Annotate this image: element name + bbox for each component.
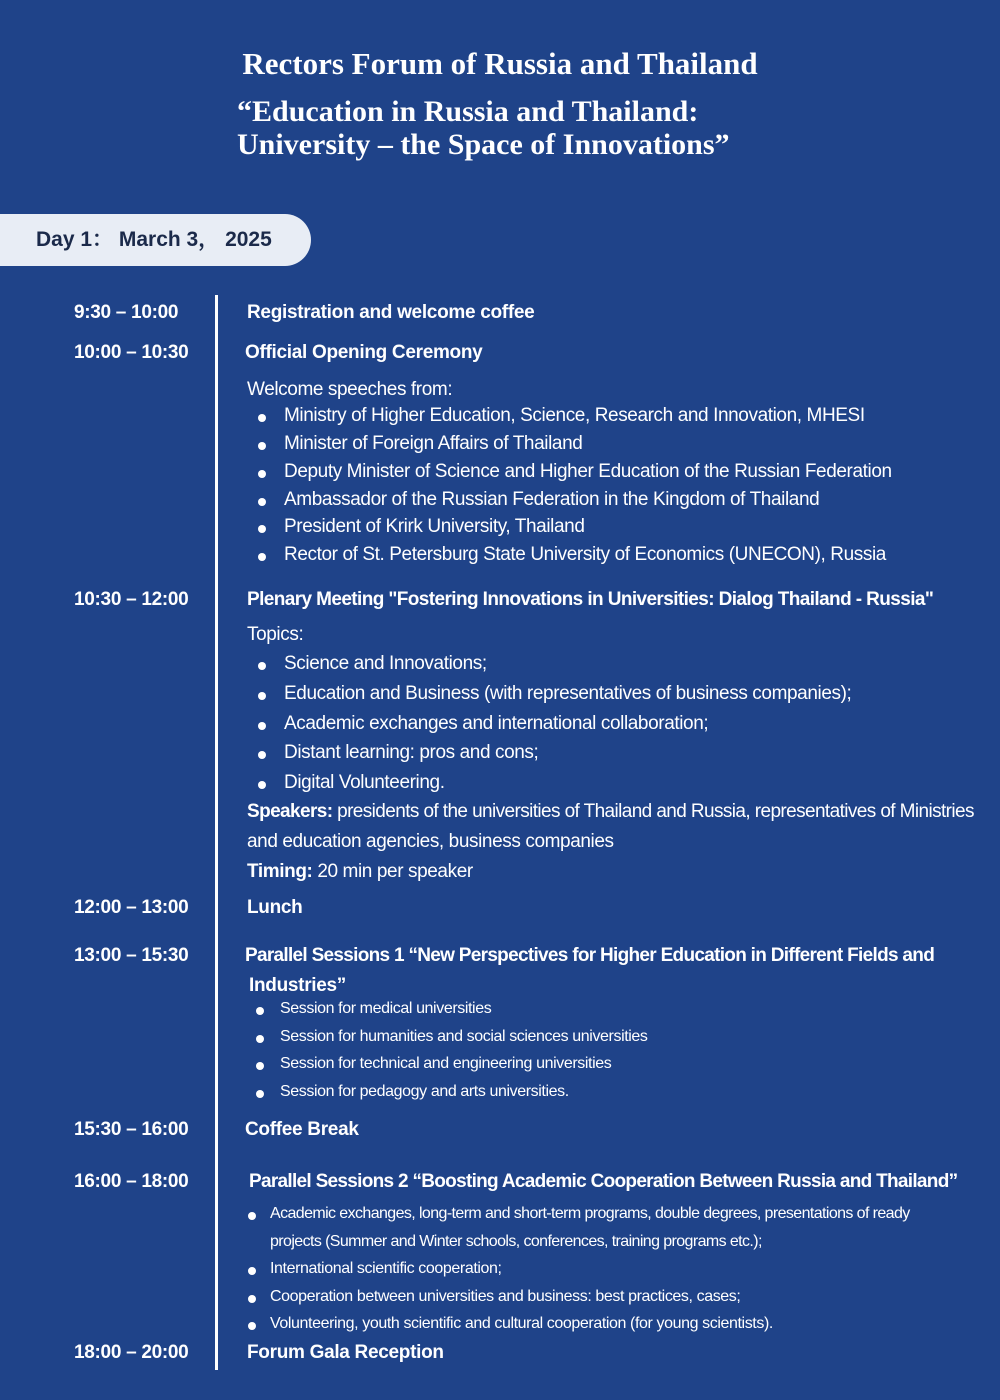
list-item: Education and Business (with representatives of business companies);	[284, 683, 851, 705]
list-item: Academic exchanges, long-term and short-term programs, double degrees, presentations of ready	[270, 1205, 910, 1223]
day-badge: Day 1： March 3， 2025	[0, 214, 311, 266]
list-item: Ambassador of the Russian Federation in the Kingdom of Thailand	[284, 489, 819, 511]
list-item: Deputy Minister of Science and Higher Education of the Russian Federation	[284, 461, 892, 483]
bullet-icon	[258, 442, 266, 450]
bullet-icon	[258, 662, 266, 670]
event-title-8: Forum Gala Reception	[247, 1342, 444, 1363]
list-item: Volunteering, youth scientific and cultural cooperation (for young scientists).	[270, 1315, 773, 1333]
event-title-7: Parallel Sessions 2 “Boosting Academic Cooperation Between Russia and Thailand”	[249, 1171, 958, 1192]
bullet-icon	[258, 751, 266, 759]
bullet-icon	[258, 553, 266, 561]
event-title-6: Coffee Break	[245, 1119, 359, 1140]
time-slot-6: 15:30 – 16:00	[74, 1119, 189, 1140]
list-item: President of Krirk University, Thailand	[284, 516, 585, 538]
list-item: International scientific cooperation;	[270, 1260, 502, 1278]
bullet-icon	[258, 525, 266, 533]
speakers-line-1: Speakers: presidents of the universities of Thailand and Russia, representatives of Ministries	[247, 801, 974, 822]
list-item: Ministry of Higher Education, Science, Research and Innovation, MHESI	[284, 405, 865, 427]
bullet-icon	[256, 1090, 264, 1098]
bullet-icon	[248, 1295, 256, 1303]
list-item: Rector of St. Petersburg State University of Economics (UNECON), Russia	[284, 544, 886, 566]
bullet-icon	[248, 1322, 256, 1330]
bullet-icon	[256, 1062, 264, 1070]
event-title-3: Plenary Meeting "Fostering Innovations in Universities: Dialog Thailand - Russia"	[247, 589, 934, 610]
time-slot-2: 10:00 – 10:30	[74, 342, 189, 363]
forum-title: Rectors Forum of Russia and Thailand	[242, 46, 758, 81]
list-item: Science and Innovations;	[284, 653, 487, 675]
time-slot-3: 10:30 – 12:00	[74, 589, 189, 610]
list-item: Session for technical and engineering universities	[280, 1055, 611, 1073]
bullet-icon	[256, 1007, 264, 1015]
timing-line: Timing: 20 min per speaker	[247, 861, 473, 882]
list-item: Session for humanities and social sciences universities	[280, 1028, 648, 1046]
timeline-divider	[215, 295, 218, 1370]
topics-intro: Topics:	[247, 624, 304, 645]
list-item: Session for pedagogy and arts universities.	[280, 1083, 569, 1101]
event-title-5-line-1: Parallel Sessions 1 “New Perspectives for Higher Education in Different Fields and	[245, 945, 935, 966]
bullet-icon	[248, 1267, 256, 1275]
bullet-icon	[258, 470, 266, 478]
list-item: Cooperation between universities and business: best practices, cases;	[270, 1288, 740, 1306]
list-item: Digital Volunteering.	[284, 772, 445, 794]
bullet-icon	[256, 1035, 264, 1043]
time-slot-7: 16:00 – 18:00	[74, 1171, 189, 1192]
bullet-icon	[258, 781, 266, 789]
time-slot-4: 12:00 – 13:00	[74, 897, 189, 918]
bullet-icon	[258, 692, 266, 700]
event-title-1: Registration and welcome coffee	[247, 302, 535, 323]
bullet-icon	[248, 1212, 256, 1220]
welcome-intro: Welcome speeches from:	[247, 379, 453, 400]
list-item-continuation: projects (Summer and Winter schools, conferences, training programs etc.);	[270, 1233, 762, 1250]
time-slot-5: 13:00 – 15:30	[74, 945, 189, 966]
list-item: Academic exchanges and international collaboration;	[284, 713, 708, 735]
event-title-2: Official Opening Ceremony	[245, 342, 483, 363]
forum-subtitle	[237, 95, 730, 161]
subtitle-line-1: “Education in Russia and Thailand:	[237, 95, 699, 128]
time-slot-1: 9:30 – 10:00	[74, 302, 179, 323]
event-title-5-line-2: Industries”	[249, 975, 346, 996]
list-item: Minister of Foreign Affairs of Thailand	[284, 433, 582, 455]
event-title-4: Lunch	[247, 897, 303, 918]
list-item: Distant learning: pros and cons;	[284, 742, 538, 764]
subtitle-line-2: University – the Space of Innovations”	[237, 128, 730, 161]
time-slot-8: 18:00 – 20:00	[74, 1342, 189, 1363]
list-item: Session for medical universities	[280, 1000, 491, 1018]
speakers-line-2: and education agencies, business companies	[247, 831, 614, 852]
bullet-icon	[258, 722, 266, 730]
bullet-icon	[258, 414, 266, 422]
bullet-icon	[258, 498, 266, 506]
